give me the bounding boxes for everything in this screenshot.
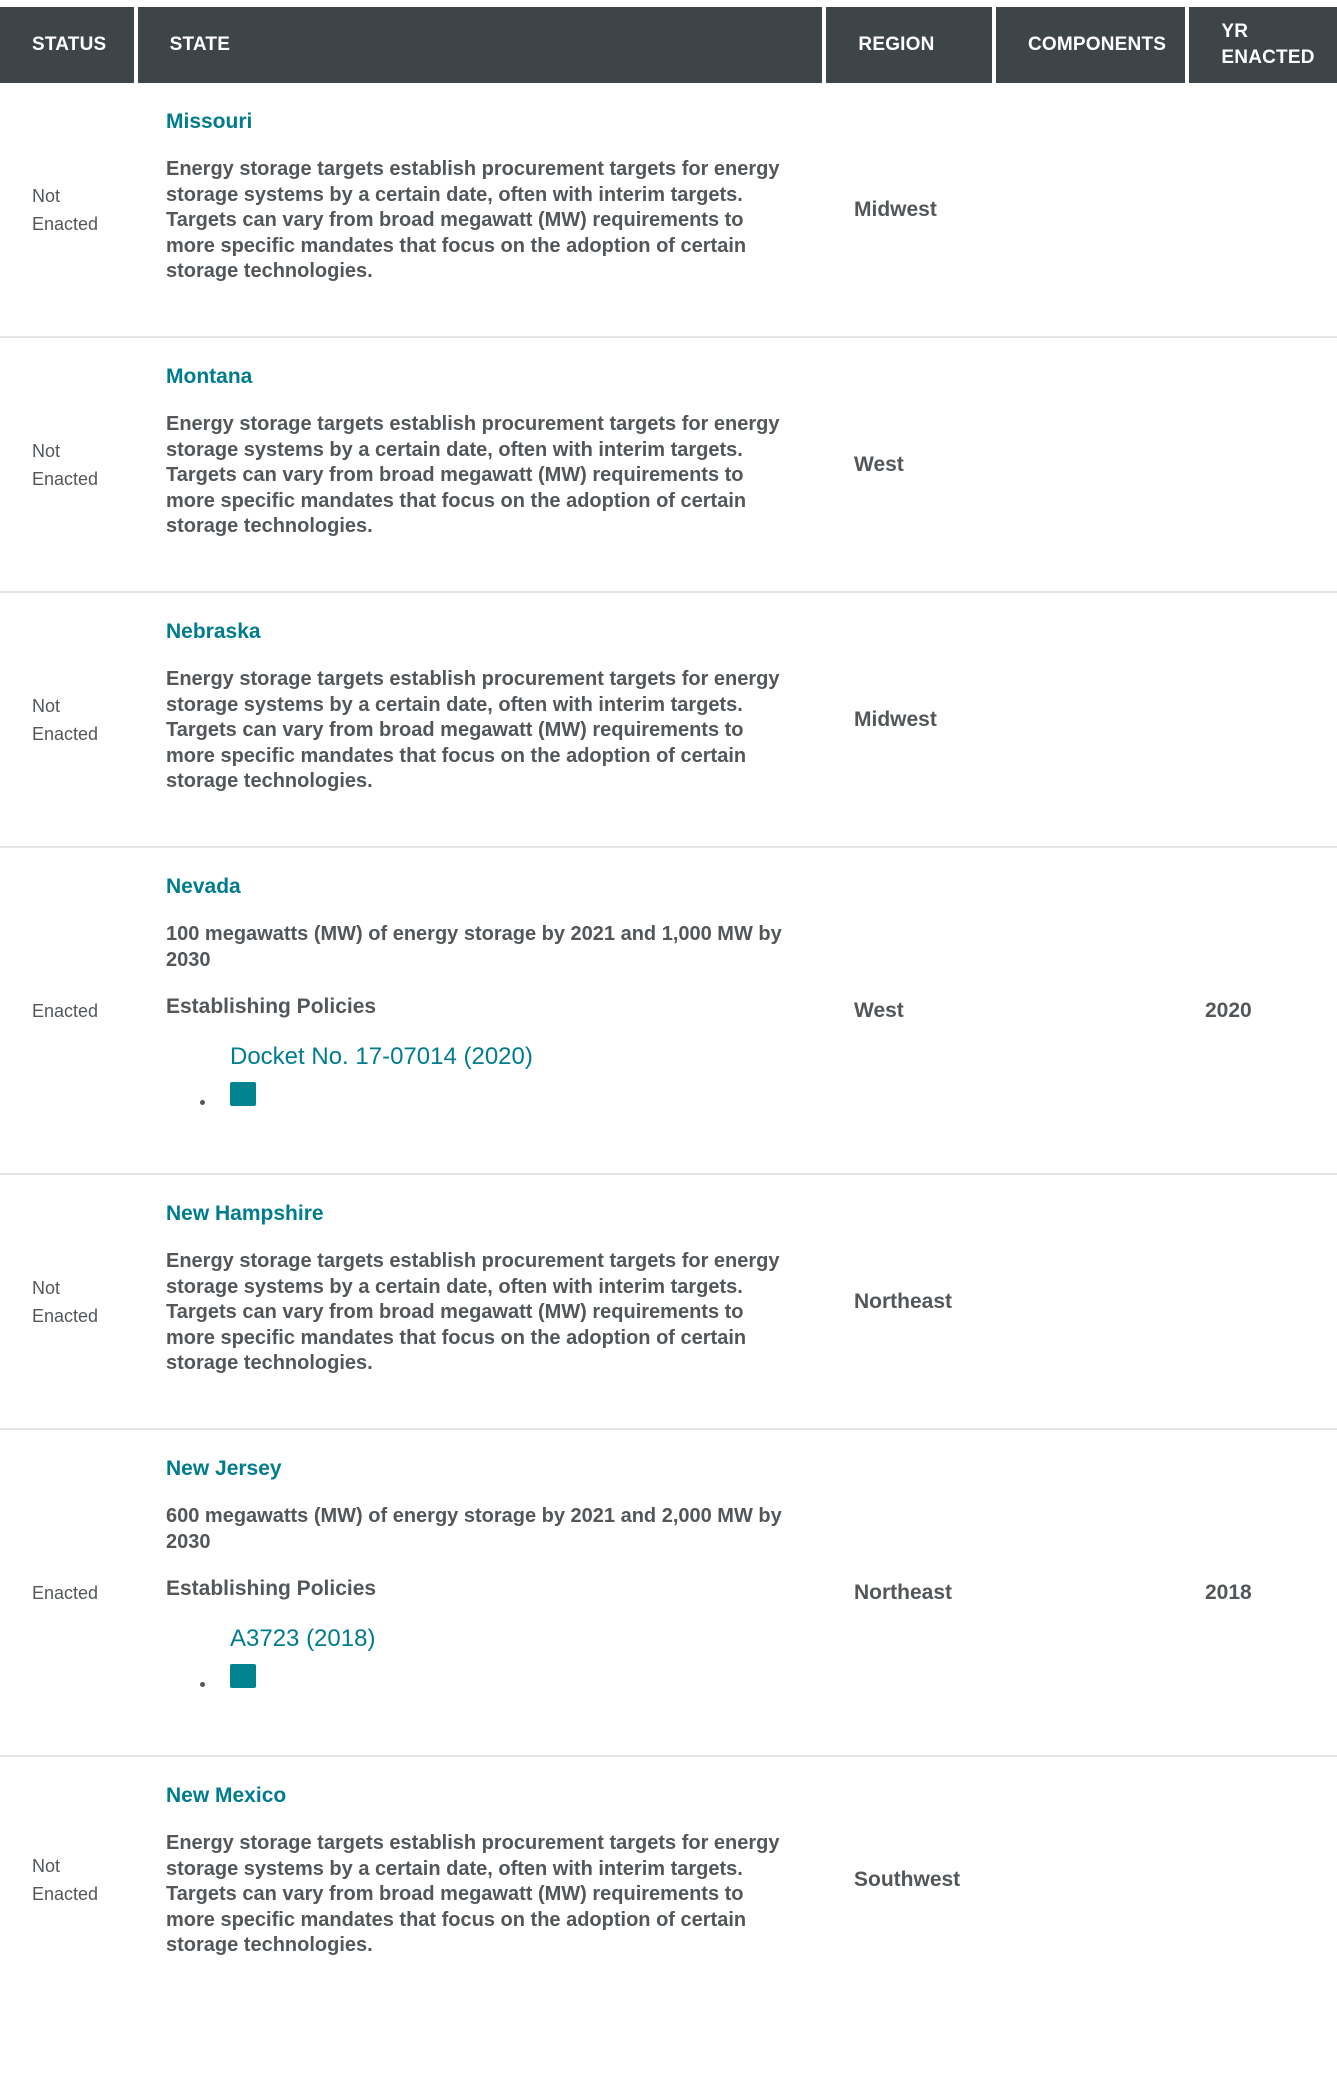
status-text-line2: Enacted [32, 468, 99, 489]
table-row [0, 1430, 1337, 1757]
list-item [200, 1042, 533, 1106]
state-link-nebraska[interactable]: Nebraska [166, 620, 261, 643]
components-cell [987, 83, 1177, 336]
state-cell [134, 83, 821, 336]
components-cell [987, 1757, 1177, 2002]
state-link-nevada[interactable]: Nevada [166, 875, 241, 898]
state-description: 600 megawatts (MW) of energy storage by 2021 and 2,000 MW by 2030 [166, 1505, 782, 1553]
state-link-new-jersey[interactable]: New Jersey [166, 1457, 282, 1480]
status-cell [0, 338, 134, 591]
establishing-policies-title: Establishing Policies [166, 995, 377, 1018]
header-year-line2: ENACTED [1221, 47, 1315, 68]
state-cell [134, 1757, 821, 2002]
year-cell [1177, 593, 1325, 846]
table-row [0, 338, 1337, 593]
status-text-line1: Not [32, 440, 61, 461]
status-cell [0, 1430, 134, 1755]
state-link-new-hampshire[interactable]: New Hampshire [166, 1202, 324, 1225]
state-description: Energy storage targets establish procurement targets for energy storage systems by a certain date, often with interim targets. Targets can vary from broad megawatt (MW) requirements to more specific mandates that focus on the adoption of certain storage technologies. [166, 1832, 780, 1956]
header-year-enacted[interactable] [1189, 7, 1337, 83]
state-cell [134, 1430, 821, 1755]
components-cell [987, 593, 1177, 846]
policy-link[interactable]: Docket No. 17-07014 (2020) [230, 1043, 533, 1070]
state-description: Energy storage targets establish procurement targets for energy storage systems by a certain date, often with interim targets. Targets can vary from broad megawatt (MW) requirements to more specific mandates that focus on the adoption of certain storage technologies. [166, 668, 780, 792]
region-cell: Northeast [854, 1580, 953, 1604]
status-text-line1: Not [32, 185, 61, 206]
document-icon[interactable] [230, 1664, 256, 1688]
state-cell [134, 848, 821, 1173]
status-cell [0, 593, 134, 846]
status-cell [0, 83, 134, 336]
region-cell: Northeast [854, 1289, 953, 1313]
header-state[interactable]: STATE [138, 7, 823, 83]
state-description: Energy storage targets establish procurement targets for energy storage systems by a certain date, often with interim targets. Targets can vary from broad megawatt (MW) requirements to more specific mandates that focus on the adoption of certain storage technologies. [166, 413, 780, 537]
region-cell: Midwest [854, 707, 937, 731]
region-cell: West [854, 452, 904, 476]
status-text-line2: Enacted [32, 213, 99, 234]
table-row [0, 83, 1337, 338]
bullet-icon [200, 1100, 205, 1105]
region-cell: Midwest [854, 197, 937, 221]
state-link-new-mexico[interactable]: New Mexico [166, 1784, 287, 1807]
year-cell: 2020 [1205, 998, 1252, 1022]
year-cell [1177, 1757, 1325, 2002]
table-row [0, 848, 1337, 1175]
table-row [0, 1757, 1337, 2002]
state-description: Energy storage targets establish procurement targets for energy storage systems by a certain date, often with interim targets. Targets can vary from broad megawatt (MW) requirements to more specific mandates that focus on the adoption of certain storage technologies. [166, 158, 780, 282]
status-text-line2: Enacted [32, 1305, 99, 1326]
state-cell [134, 1175, 821, 1428]
status-text-line1: Enacted [32, 1000, 99, 1021]
bullet-icon [200, 1682, 205, 1687]
policy-list [166, 1042, 533, 1106]
year-cell [1177, 83, 1325, 336]
header-year-line1: YR [1221, 21, 1249, 42]
policy-link[interactable]: A3723 (2018) [230, 1625, 376, 1652]
state-link-montana[interactable]: Montana [166, 365, 253, 388]
state-link-missouri[interactable]: Missouri [166, 110, 253, 133]
table-body [0, 83, 1337, 2002]
status-text-line2: Enacted [32, 1883, 99, 1904]
table-header [0, 7, 1337, 83]
state-cell [134, 338, 821, 591]
state-description: 100 megawatts (MW) of energy storage by 2021 and 1,000 MW by 2030 [166, 923, 782, 971]
policy-table [0, 7, 1337, 2002]
establishing-policies-title: Establishing Policies [166, 1577, 377, 1600]
status-text-line1: Not [32, 1855, 61, 1876]
table-row [0, 1175, 1337, 1430]
status-cell [0, 1757, 134, 2002]
status-text-line1: Not [32, 695, 61, 716]
header-status[interactable]: STATUS [0, 7, 134, 83]
year-cell: 2018 [1205, 1580, 1252, 1604]
status-text-line1: Not [32, 1277, 61, 1298]
components-cell [987, 338, 1177, 591]
state-cell [134, 593, 821, 846]
header-region[interactable]: REGION [826, 7, 992, 83]
components-cell [987, 1175, 1177, 1428]
list-item [200, 1624, 375, 1688]
header-components[interactable]: COMPONENTS [996, 7, 1185, 83]
year-cell [1177, 1175, 1325, 1428]
document-icon[interactable] [230, 1082, 256, 1106]
region-cell: Southwest [854, 1867, 961, 1891]
status-text-line1: Enacted [32, 1582, 99, 1603]
policy-list [166, 1624, 375, 1688]
status-cell [0, 848, 134, 1173]
status-cell [0, 1175, 134, 1428]
state-description: Energy storage targets establish procurement targets for energy storage systems by a certain date, often with interim targets. Targets can vary from broad megawatt (MW) requirements to more specific mandates that focus on the adoption of certain storage technologies. [166, 1250, 780, 1374]
year-cell [1177, 338, 1325, 591]
region-cell: West [854, 998, 904, 1022]
table-row [0, 593, 1337, 848]
status-text-line2: Enacted [32, 723, 99, 744]
components-cell [987, 1430, 1177, 1755]
components-cell [987, 848, 1177, 1173]
